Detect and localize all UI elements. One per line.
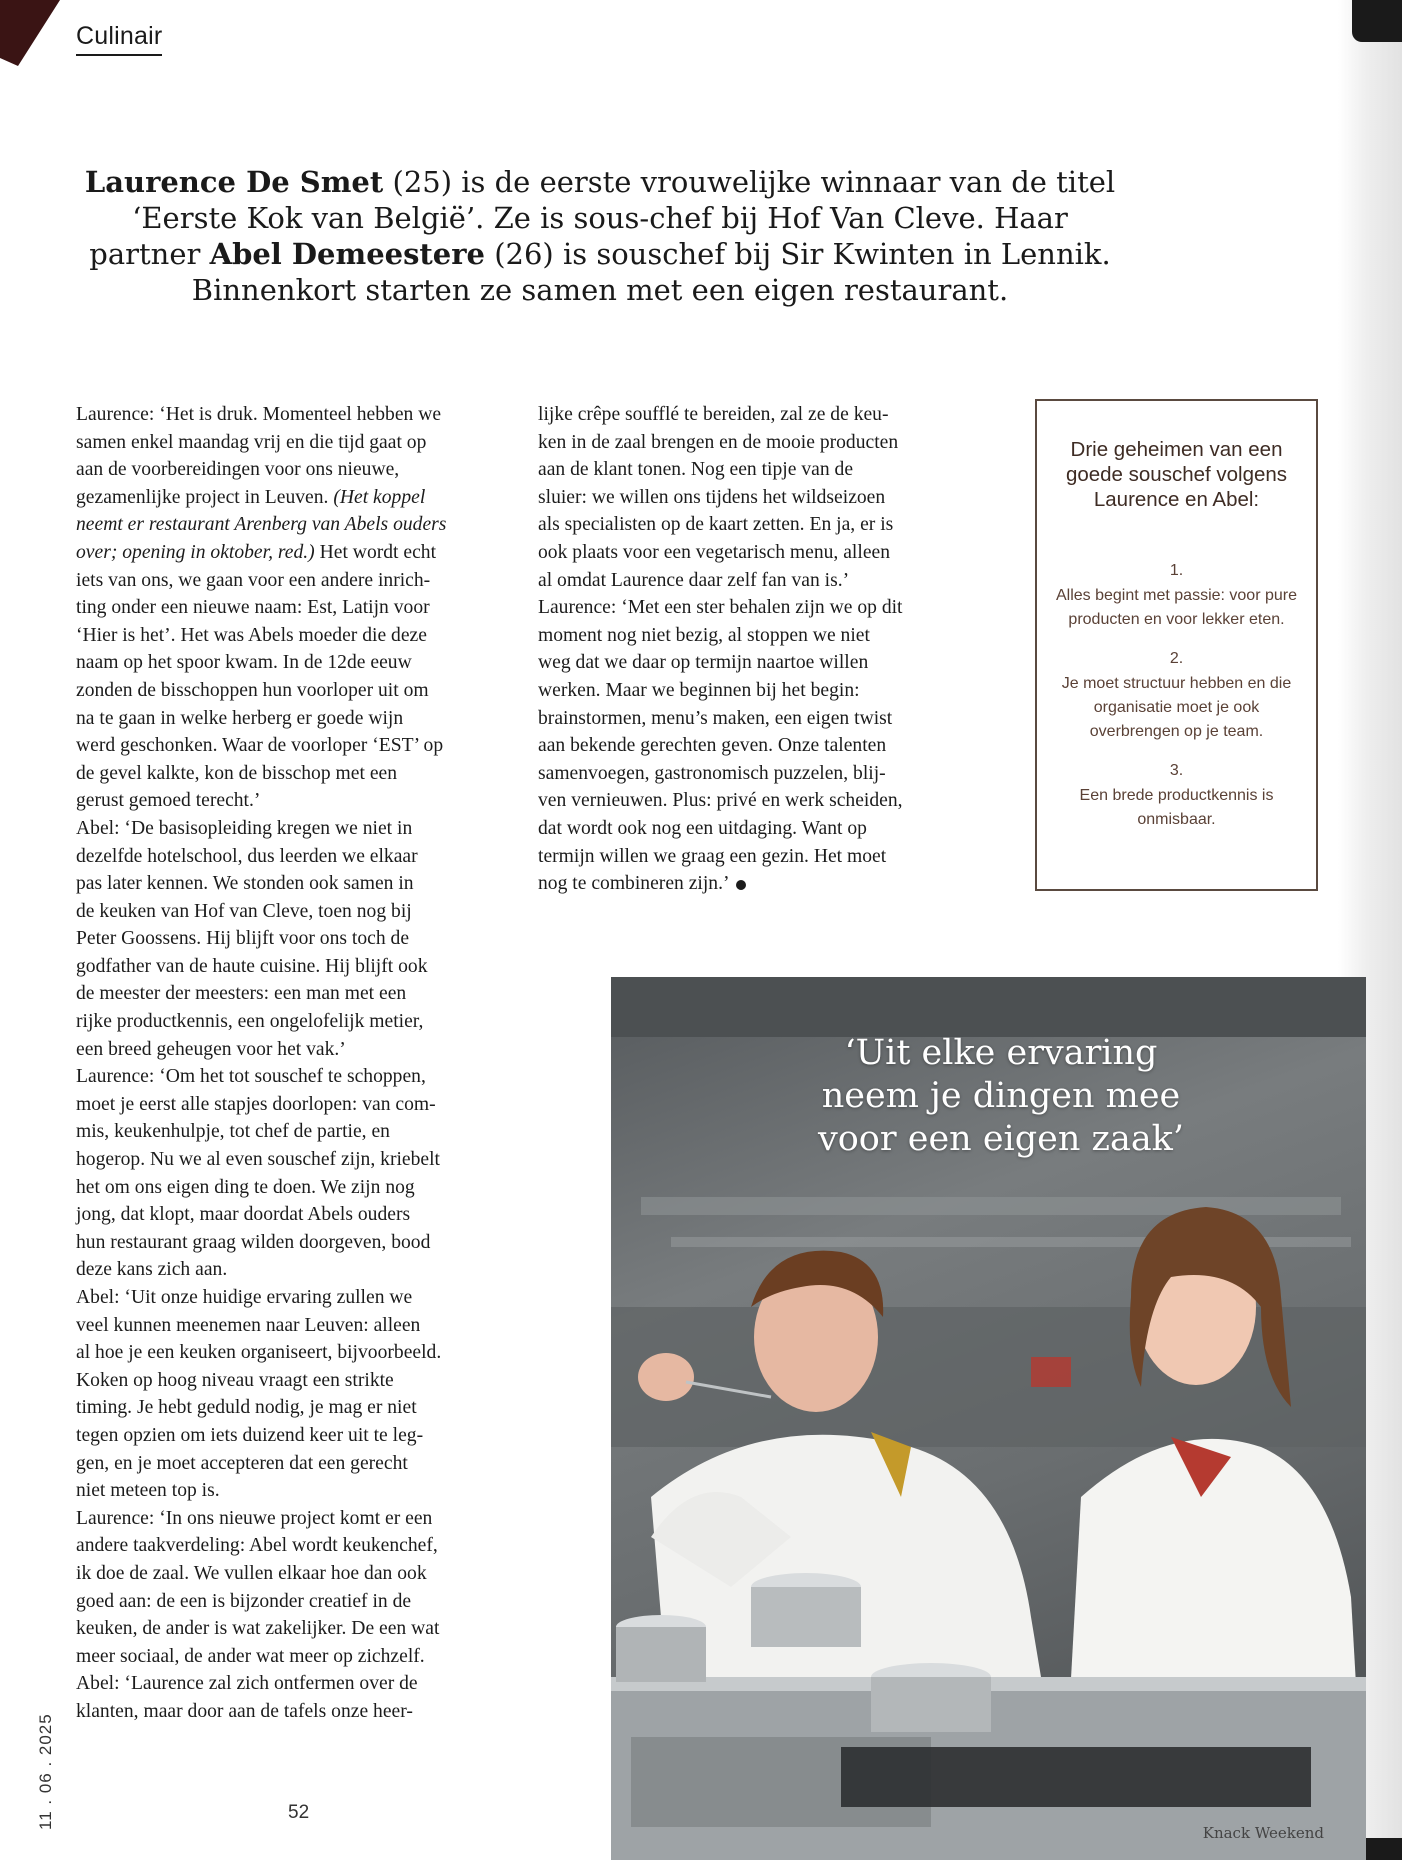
column-1-line: zonden de bisschoppen hun voorloper uit om	[76, 679, 429, 701]
column-1-line: Laurence: ‘In ons nieuwe project komt er een	[76, 1507, 433, 1529]
column-1-line: ting onder een nieuwe naam: Est, Latijn voor	[76, 597, 430, 619]
photo-quote: ‘Uit elke ervaring neem je dingen mee voor een eigen zaak’	[817, 1033, 1185, 1159]
intro-part-2: (26) is souschef bij Sir Kwinten in Lennik. Binnenkort starten ze samen met een eigen restaurant.	[191, 237, 1111, 307]
sidebar-box	[1035, 399, 1318, 891]
column-1-line: al hoe je een keuken organiseert, bijvoorbeeld.	[76, 1342, 442, 1364]
column-2-line: brainstormen, menu’s maken, een eigen twist	[538, 707, 893, 729]
tip-number: 2.	[1169, 650, 1184, 667]
column-1-line: over; opening in oktober, red.) Het wordt echt	[76, 541, 437, 563]
column-1-line: samen enkel maandag vrij en die tijd gaat op	[76, 431, 427, 453]
column-1-line: de gevel kalkte, kon de bisschop met een	[76, 762, 398, 784]
column-1-line: neemt er restaurant Arenberg van Abels ouders	[76, 514, 447, 536]
column-2-line: dat wordt ook nog een uitdaging. Want op	[538, 817, 867, 839]
column-1-line: tegen opzien om iets duizend keer uit te leg-	[76, 1424, 424, 1446]
column-1-line: mis, keukenhulpje, tot chef de partie, en	[76, 1121, 390, 1143]
column-2-line: Laurence: ‘Met een ster behalen zijn we op dit	[538, 597, 903, 619]
column-1-line: pas later kennen. We stonden ook samen in	[76, 873, 414, 895]
column-1-line: hogerop. Nu we al even souschef zijn, kriebelt	[76, 1149, 440, 1171]
column-1-line: ‘Hier is het’. Het was Abels moeder die deze	[76, 624, 427, 646]
kitchen-photo	[611, 977, 1366, 1860]
sidebar-tip	[1037, 760, 1316, 832]
column-2-line: ken in de zaal brengen en de mooie producten	[538, 431, 899, 453]
column-1-line: naam op het spoor kwam. In de 12de eeuw	[76, 652, 412, 674]
column-2-line: werken. Maar we beginnen bij het begin:	[538, 679, 860, 701]
column-1-line: gen, en je moet accepteren dat een gerecht	[76, 1452, 408, 1474]
column-2-line: moment nog niet bezig, al stoppen we niet	[538, 624, 870, 646]
photo-credit: Knack Weekend	[1202, 1824, 1324, 1842]
column-1-line: hun restaurant graag wilden doorgeven, bood	[76, 1231, 431, 1253]
column-1-line: iets van ons, we gaan voor een andere inrich-	[76, 569, 431, 591]
column-2-line: lijke crêpe soufflé te bereiden, zal ze de keu-	[538, 404, 889, 425]
sidebar-tip	[1037, 560, 1316, 632]
column-1-line: het om ons eigen ding te doen. We zijn nog	[76, 1176, 415, 1198]
column-2-line: sluier: we willen ons tijdens het wildseizoen	[538, 486, 886, 508]
column-1-line: Abel: ‘Laurence zal zich ontfermen over de	[76, 1673, 418, 1695]
column-1-line: ik doe de zaal. We vullen elkaar hoe dan ook	[76, 1562, 427, 1584]
article-column-2	[538, 401, 978, 898]
column-1-line: een breed geheugen voor het vak.’	[76, 1038, 346, 1060]
column-1-line: werd geschonken. Waar de voorloper ‘EST’ op	[76, 735, 444, 757]
column-1-line: de meester der meesters: een man met een	[76, 983, 407, 1005]
column-1-line: moet je eerst alle stapjes doorlopen: van com-	[76, 1093, 436, 1115]
column-1-line: gezamenlijke project in Leuven. (Het koppel	[76, 486, 426, 508]
column-2-line: ven vernieuwen. Plus: privé en werk scheiden,	[538, 790, 903, 812]
corner-decoration	[0, 0, 60, 70]
column-1-line: keuken, de ander is wat zakelijker. De een wat	[76, 1618, 440, 1640]
column-1-line: Peter Goossens. Hij blijft voor ons toch de	[76, 928, 410, 950]
tip-number: 3.	[1169, 762, 1184, 779]
column-1-line: meer sociaal, de ander wat meer op zichzelf.	[76, 1645, 425, 1667]
tip-number: 1.	[1169, 562, 1184, 579]
column-1-line: klanten, maar door aan de tafels onze heer-	[76, 1700, 413, 1722]
column-1-line: de keuken van Hof van Cleve, toen nog bij	[76, 900, 412, 922]
column-1-line: Laurence: ‘Het is druk. Momenteel hebben we	[76, 404, 442, 425]
column-1-line: Abel: ‘Uit onze huidige ervaring zullen we	[76, 1287, 413, 1308]
column-2-line: ook plaats voor een vegetarisch menu, alleen	[538, 541, 891, 563]
column-1-line: aan de voorbereidingen voor ons nieuwe,	[76, 459, 400, 481]
column-1-line: timing. Je hebt geduld nodig, je mag er niet	[76, 1397, 417, 1419]
column-1-line: goed aan: de een is bijzonder creatief in de	[76, 1590, 412, 1612]
end-of-article-dot	[736, 880, 746, 890]
issue-date: 11 . 06 . 2025	[36, 1713, 55, 1830]
column-2-line: al omdat Laurence daar zelf fan van is.’	[538, 569, 850, 591]
column-1-line: gerust gemoed terecht.’	[76, 790, 261, 812]
column-1-line: godfather van de haute cuisine. Hij blijft ook	[76, 955, 428, 977]
intro-part-1: (25) is de eerste vrouwelijke winnaar van de titel ‘Eerste Kok van België’. Ze is sous-chef bij Hof Van Cleve. Haar partner	[89, 165, 1116, 271]
column-1-line: rijke productkennis, een ongelofelijk metier,	[76, 1011, 424, 1033]
column-1-line: Abel: ‘De basisopleiding kregen we niet in	[76, 817, 413, 839]
column-2-line: samenvoegen, gastronomisch puzzelen, blij-	[538, 762, 886, 784]
column-1-line: veel kunnen meenemen naar Leuven: alleen	[76, 1314, 421, 1336]
article-column-1	[76, 401, 516, 1726]
column-2-line: als specialisten op de kaart zetten. En ja, er is	[538, 514, 894, 536]
sidebar-tips	[1037, 560, 1316, 832]
intro-text	[80, 164, 1120, 308]
column-1-line: niet meteen top is.	[76, 1480, 220, 1502]
column-2-line: aan de klant tonen. Nog een tipje van de	[538, 459, 854, 481]
column-1-line: jong, dat klopt, maar doordat Abels ouders	[76, 1204, 411, 1226]
sidebar-tip	[1037, 648, 1316, 744]
column-2-line: nog te combineren zijn.’	[538, 870, 978, 898]
sidebar-title: Drie geheimen van een goede souschef volgens Laurence en Abel:	[1065, 438, 1288, 511]
column-2-line: weg dat we daar op termijn naartoe willen	[538, 652, 869, 674]
corner-tab	[1352, 0, 1402, 42]
column-1-line: andere taakverdeling: Abel wordt keukenchef,	[76, 1535, 438, 1557]
column-1-line: na te gaan in welke herberg er goede wijn	[76, 707, 404, 729]
column-1-line: Koken op hoog niveau vraagt een strikte	[76, 1369, 394, 1391]
column-2-line: aan bekende gerechten geven. Onze talenten	[538, 735, 887, 757]
section-label: Culinair	[76, 22, 162, 56]
column-1-line: deze kans zich aan.	[76, 1259, 228, 1281]
column-1-line: Laurence: ‘Om het tot souschef te schoppen,	[76, 1066, 426, 1088]
column-2-line: termijn willen we graag een gezin. Het moet	[538, 845, 887, 867]
page-number: 52	[288, 1802, 310, 1823]
tip-text: Je moet structuur hebben en die organisatie moet je ook overbrengen op je team.	[1061, 675, 1292, 740]
tip-text: Alles begint met passie: voor pure producten en voor lekker eten.	[1055, 587, 1297, 628]
tip-text: Een brede productkennis is onmisbaar.	[1079, 787, 1274, 828]
column-1-line: dezelfde hotelschool, dus leerden we elkaar	[76, 845, 418, 867]
intro-name-abel: Abel Demeestere	[209, 237, 485, 271]
intro-name-laurence: Laurence De Smet	[84, 165, 384, 199]
